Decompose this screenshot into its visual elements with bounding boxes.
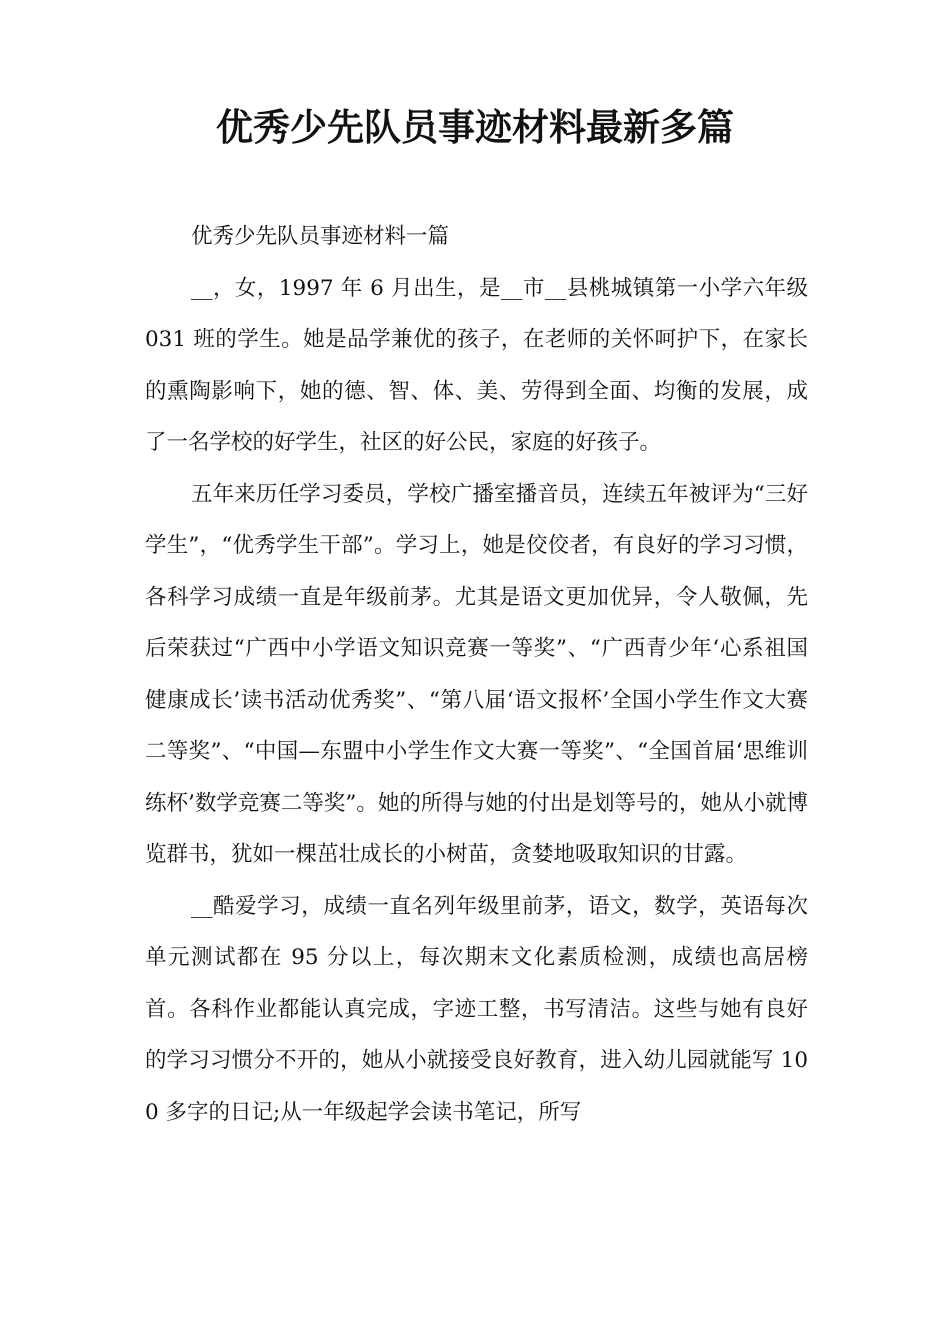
body-paragraph: __酷爱学习，成绩一直名列年级里前茅，语文，数学，英语每次单元测试都在 95 分以上，每次期末文化素质检测，成绩也高居榜首。各科作业都能认真完成，字迹工整，书写清洁。这些与她有良好的学习习惯分不开的，她从小就接受良好教育，进入幼儿园就能写 100 多字的日记;从一年级起学会读书笔记，所写 [145,893,808,1125]
document-body [145,211,808,1138]
body-paragraph: 五年来历任学习委员，学校广播室播音员，连续五年被评为“三好学生”，“优秀学生干部”。学习上，她是佼佼者，有良好的学习习惯，各科学习成绩一直是年级前茅。尤其是语文更加优异，令人敬佩，先后荣获过“广西中小学语文知识竞赛一等奖”、“广西青少年‘心系祖国 健康成长’读书活动优秀奖”、“第八届‘语文报杯’全国小学生作文大赛二等奖”、“中国—东盟中小学生作文大赛一等奖”、“全国首届‘思维训练杯’数学竞赛二等奖”。她的所得与她的付出是划等号的，她从小就博览群书，犹如一棵茁壮成长的小树苗，贪婪地吸取知识的甘露。 [145,481,808,867]
body-paragraph: __，女，1997 年 6 月出生，是__市__县桃城镇第一小学六年级 031 班的学生。她是品学兼优的孩子，在老师的关怀呵护下，在家长的熏陶影响下，她的德、智、体、美、劳得到全面、均衡的发展，成了一名学校的好学生，社区的好公民，家庭的好孩子。 [145,275,808,455]
section-heading: 优秀少先队员事迹材料一篇 [191,224,450,249]
document-title: 优秀少先队员事迹材料最新多篇 [216,106,734,149]
